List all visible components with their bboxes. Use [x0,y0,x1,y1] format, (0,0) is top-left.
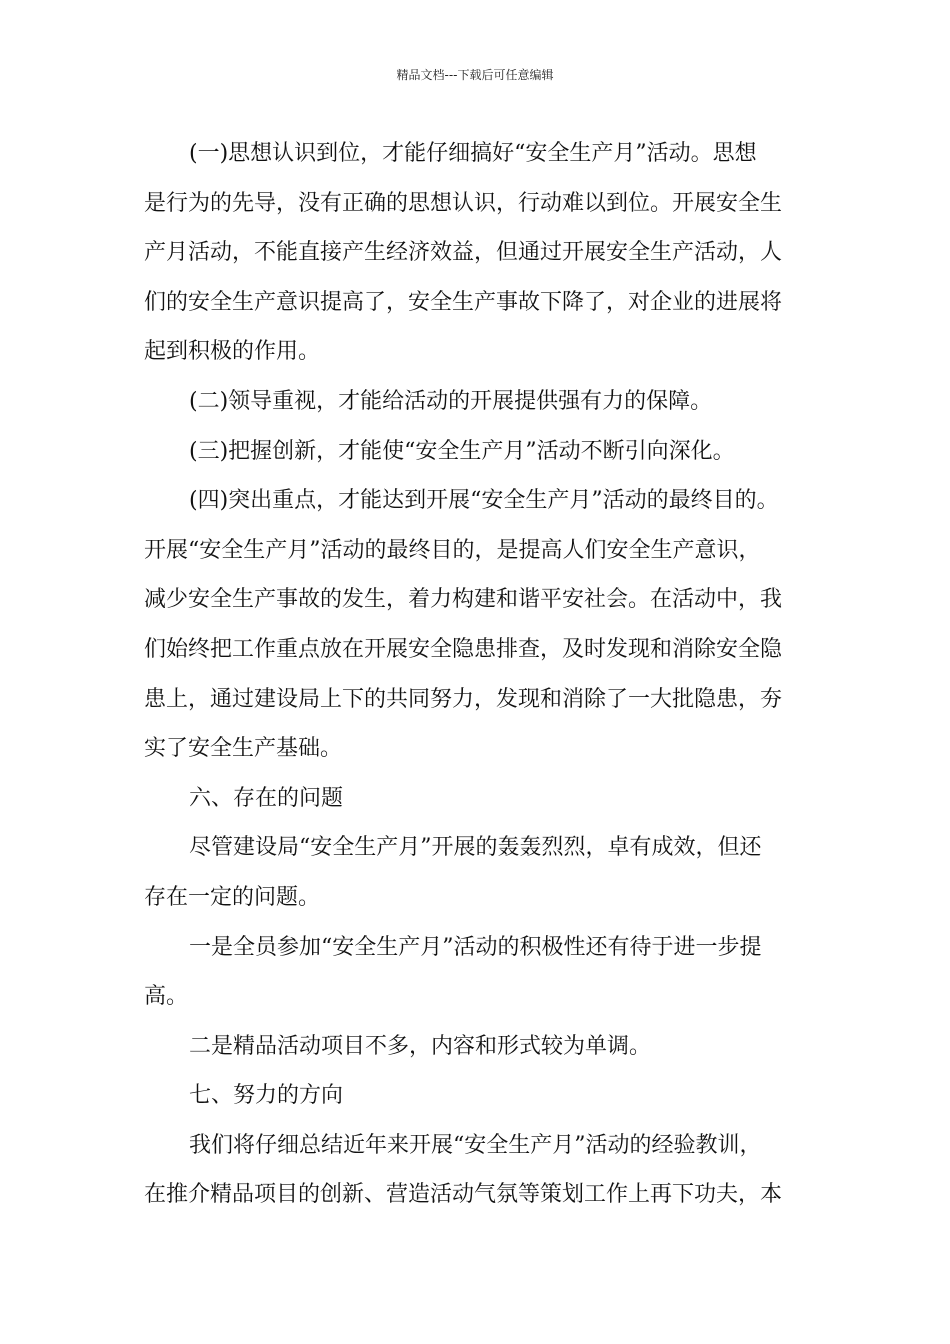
text-line: 们始终把工作重点放在开展安全隐患排查，及时发现和消除安全隐 [144,636,783,662]
document-body [144,129,816,1220]
text-line: 是行为的先导，没有正确的思想认识，行动难以到位。开展安全生 [144,190,783,216]
section-heading: 六、存在的问题 [189,785,344,811]
text-line: (四)突出重点，才能达到开展“安全生产月”活动的最终目的。 [189,488,779,514]
text-line: 们的安全生产意识提高了，安全生产事故下降了，对企业的进展将 [144,289,783,315]
text-line: 尽管建设局“安全生产月”开展的轰轰烈烈，卓有成效，但还 [189,835,762,861]
text-line: 开展“安全生产月”活动的最终目的，是提高人们安全生产意识， [144,537,761,563]
text-line: 减少安全生产事故的发生，着力构建和谐平安社会。在活动中，我 [144,587,783,613]
text-line: (二)领导重视，才能给活动的开展提供强有力的保障。 [189,388,713,414]
text-line: 起到积极的作用。 [144,339,321,365]
text-line: 高。 [144,984,189,1010]
text-line: 存在一定的问题。 [144,884,321,910]
text-line: 实了安全生产基础。 [144,736,343,762]
text-line: 患上，通过建设局上下的共同努力，发现和消除了一大批隐患，夯 [144,686,783,712]
text-line: 一是全员参加“安全生产月”活动的积极性还有待于进一步提 [189,934,762,960]
text-line: 产月活动，不能直接产生经济效益，但通过开展安全生产活动，人 [144,240,783,266]
section-heading: 七、努力的方向 [189,1083,344,1109]
page-header: 精品文档---下载后可任意编辑 [396,68,554,82]
text-line: 二是精品活动项目不多，内容和形式较为单调。 [189,1033,652,1059]
text-line: (三)把握创新，才能使“安全生产月”活动不断引向深化。 [189,438,735,464]
text-line: 我们将仔细总结近年来开展“安全生产月”活动的经验教训， [189,1132,762,1158]
text-line: (一)思想认识到位，才能仔细搞好“安全生产月”活动。思想 [189,141,757,166]
text-line: 在推介精品项目的创新、营造活动气氛等策划工作上再下功夫，本 [144,1182,783,1208]
